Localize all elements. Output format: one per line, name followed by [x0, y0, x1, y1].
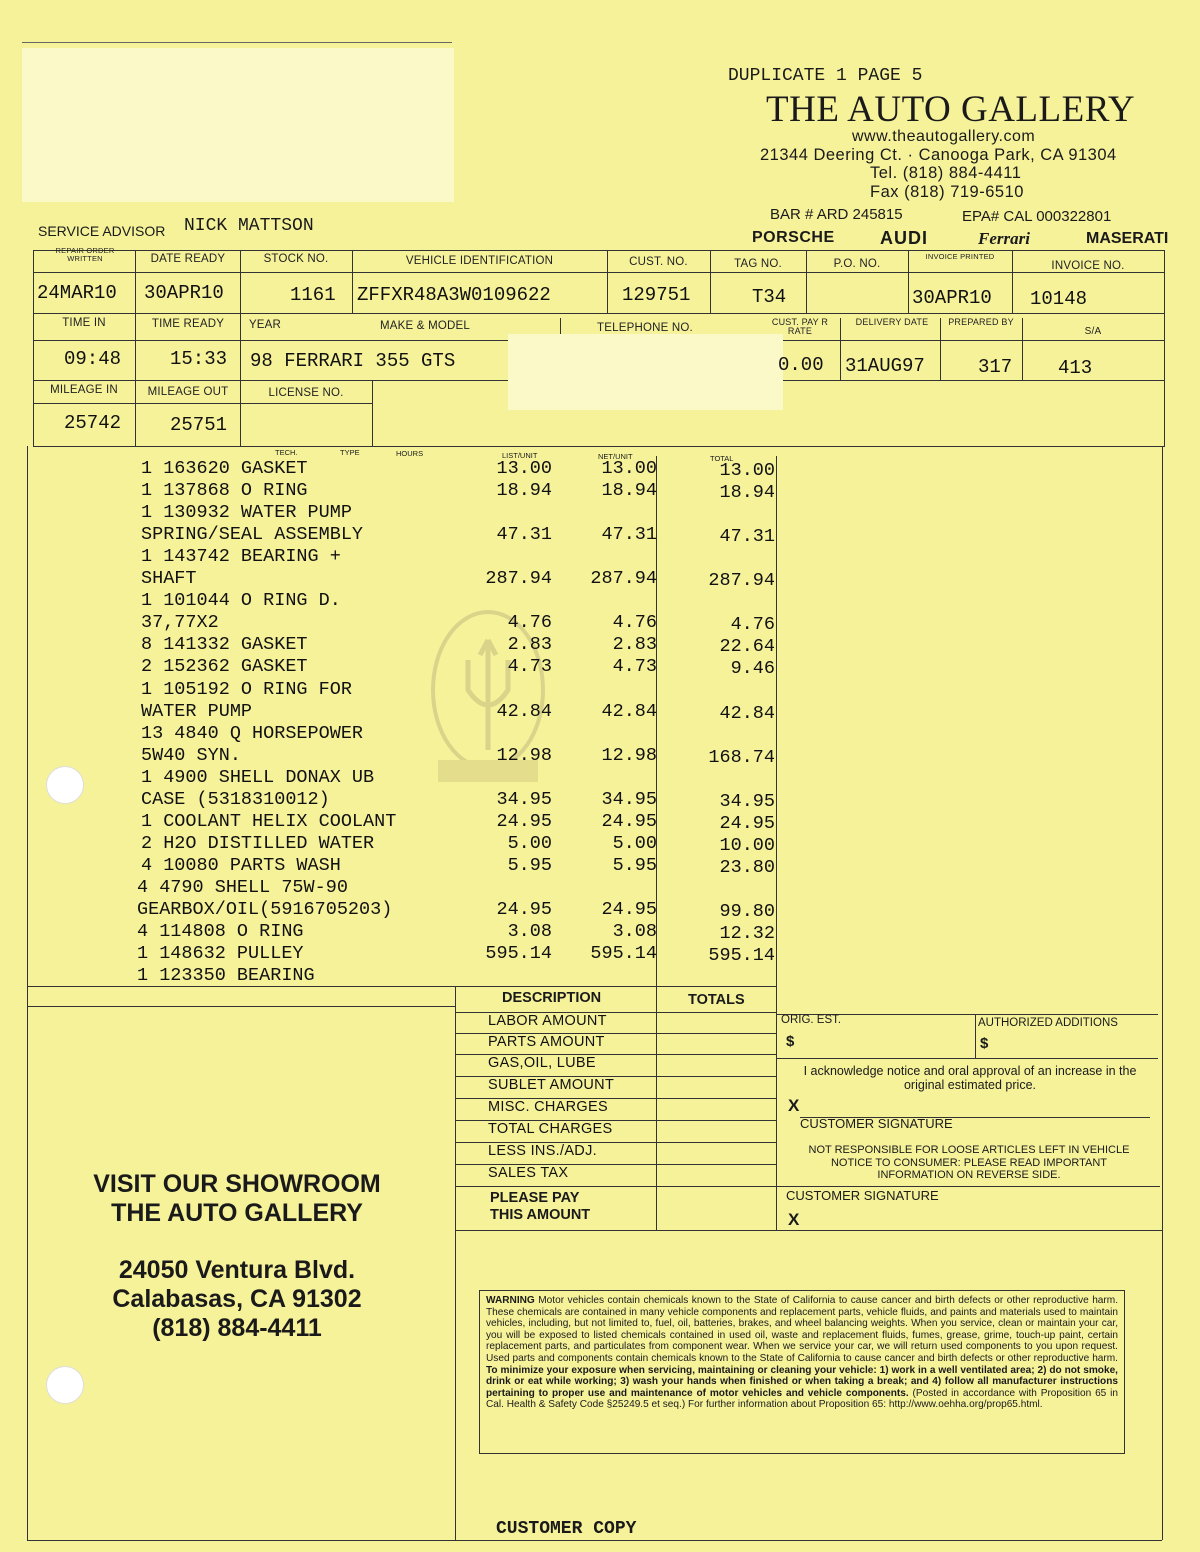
tag-no: T34: [752, 286, 787, 308]
prepared-by: 317: [978, 356, 1013, 378]
line-item-total: 99.80: [719, 901, 775, 922]
service-advisor-name: NICK MATTSON: [184, 216, 314, 236]
showroom-line2: THE AUTO GALLERY: [111, 1199, 363, 1227]
date-ready: 30APR10: [144, 282, 224, 304]
hdr-mileage-out: MILEAGE OUT: [147, 386, 229, 398]
line-item-description: 1 130932 WATER PUMP: [141, 502, 352, 524]
line-item-net: 47.31: [601, 524, 657, 546]
company-name: THE AUTO GALLERY: [766, 89, 1136, 130]
vehicle-identification: ZFFXR48A3W0109622: [357, 284, 551, 306]
line-item-list: 34.95: [496, 788, 552, 810]
showroom-address2: Calabasas, CA 91302: [112, 1285, 362, 1313]
line-item-list: 287.94: [485, 568, 552, 590]
description-header: DESCRIPTION: [502, 990, 602, 1006]
binder-hole-bottom: [46, 1366, 84, 1404]
line-item-net: 34.95: [601, 788, 657, 810]
showroom-phone: (818) 884-4411: [152, 1314, 322, 1342]
line-item-total: 287.94: [708, 570, 775, 592]
line-item-description: 13 4840 Q HORSEPOWER: [141, 722, 364, 744]
fax: Fax (818) 719-6510: [870, 183, 1024, 201]
hdr-delivery-date: DELIVERY DATE: [855, 317, 929, 327]
line-item-net: 595.14: [590, 943, 657, 965]
line-item-total: 24.95: [719, 812, 775, 834]
line-item-list: 4.73: [507, 656, 552, 678]
redacted-telephone: [508, 334, 783, 410]
hdr-invoice-printed: INVOICE PRINTED: [925, 252, 995, 261]
line-item-description: 4 10080 PARTS WASH: [141, 854, 341, 876]
epa-number: EPA# CAL 000322801: [962, 208, 1112, 225]
hdr-sa: S/A: [1084, 326, 1102, 337]
summary-row-label: LABOR AMOUNT: [488, 1013, 607, 1029]
hdr-make-model: MAKE & MODEL: [380, 320, 470, 332]
hdr-net-unit: NET/UNIT: [598, 452, 633, 461]
line-item-total: 168.74: [708, 746, 775, 768]
line-item-net: 5.95: [612, 854, 657, 876]
orig-est-dollar: $: [786, 1033, 795, 1050]
bar-number: BAR # ARD 245815: [770, 206, 903, 223]
hdr-year: YEAR: [248, 319, 282, 331]
line-item-total: 42.84: [719, 702, 775, 724]
hdr-stock-no: STOCK NO.: [263, 253, 329, 265]
authorized-dollar: $: [980, 1035, 989, 1052]
line-item-net: 18.94: [601, 480, 657, 502]
line-item-list: 4.76: [507, 612, 552, 634]
warning-text-2: (Posted in accordance with Proposition 65 in Cal. Health & Safety Code §25249.5 et seq.) For further information about Proposition 65: http://www.oehha.org/prop65.html.: [486, 1387, 1119, 1411]
line-item-total: 4.76: [730, 614, 775, 636]
hdr-invoice-no: INVOICE NO.: [1051, 260, 1125, 272]
hdr-tech: TECH.: [275, 448, 298, 457]
line-item-net: 2.83: [612, 634, 657, 656]
acknowledge-text: I acknowledge notice and oral approval of an increase in the original estimated price.: [803, 1064, 1137, 1092]
line-item-net: 4.76: [612, 612, 657, 634]
line-item-description: 1 4900 SHELL DONAX UB: [141, 766, 375, 788]
time-in: 09:48: [64, 348, 122, 370]
hdr-po-no: P.O. NO.: [833, 258, 881, 270]
line-item-total: 47.31: [719, 526, 775, 548]
invoice-no: 10148: [1030, 288, 1088, 310]
hdr-date-ready: DATE READY: [150, 253, 226, 265]
line-item-net: 24.95: [601, 899, 657, 920]
line-item-total: 22.64: [719, 636, 775, 658]
line-item-net: 3.08: [612, 921, 657, 943]
please-pay-label: PLEASE PAY: [490, 1190, 580, 1206]
authorized-additions-label: AUTHORIZED ADDITIONS: [978, 1017, 1118, 1029]
line-item-description: 5W40 SYN.: [141, 744, 241, 766]
line-item-list: 42.84: [496, 700, 552, 722]
line-item-description: 1 105192 O RING FOR: [141, 678, 352, 700]
hdr-list-unit: LIST/UNIT: [502, 451, 538, 460]
hdr-hours: HOURS: [396, 449, 424, 458]
line-item-description: 1 101044 O RING D.: [141, 590, 341, 612]
line-item-total: 9.46: [730, 658, 775, 680]
service-advisor-label: SERVICE ADVISOR: [38, 223, 166, 239]
orig-est-label: ORIG. EST.: [781, 1014, 842, 1026]
stock-no: 1161: [290, 284, 336, 306]
line-item-description: 1 148632 PULLEY: [137, 943, 304, 965]
brand-audi: AUDI: [880, 228, 928, 248]
line-item-list: 18.94: [496, 480, 552, 502]
line-item-net: 5.00: [612, 832, 657, 854]
line-item-list: 2.83: [507, 634, 552, 656]
hdr-license-no: LICENSE NO.: [268, 387, 344, 399]
line-item-list: 24.95: [496, 810, 552, 832]
delivery-date: 31AUG97: [845, 355, 925, 377]
line-item-description: 4 114808 O RING: [137, 921, 304, 943]
line-item-net: 42.84: [601, 700, 657, 722]
line-item-description: 2 H2O DISTILLED WATER: [141, 832, 375, 854]
line-item-description: 1 163620 GASKET: [141, 458, 308, 479]
line-item-description: CASE (5318310012): [141, 788, 330, 810]
cust-pay-rate: 0.00: [778, 354, 824, 376]
mileage-out: 25751: [170, 414, 228, 436]
warning-text-1: Motor vehicles contain chemicals known to the State of California to cause cancer and birth defects or other reproductive harm. These chemicals are contained in many vehicle components and replacement parts, vehicle fluids, and paints and materials used to maintain vehicles, including, but not limited to, fuel, oil, batteries, brakes, and wheel balancing weights. When you service, clean or maintain your car, you will be exposed to listed chemicals contained in used oil, waste and replacement fluids, fumes, grease, grime, touch-up paint, certain replacement parts, and particulates from component wear. When we service your car, we will return used components to you upon request. Used parts and components contain chemicals known to the State of California to cause cancer and birth defects or other reproductive harm.: [486, 1295, 1118, 1364]
brand-porsche: PORSCHE: [752, 229, 835, 246]
line-item-net: 24.95: [601, 810, 657, 832]
customer-copy-footer: CUSTOMER COPY: [496, 1519, 637, 1539]
line-item-list: 5.00: [507, 832, 552, 854]
summary-row-label: SALES TAX: [488, 1165, 569, 1181]
time-ready: 15:33: [170, 348, 228, 370]
line-item-list: 595.14: [485, 943, 552, 965]
mileage-in: 25742: [64, 412, 122, 434]
line-item-net: 4.73: [612, 656, 657, 678]
line-item-total: 23.80: [719, 856, 775, 878]
binder-hole-top: [46, 766, 84, 804]
summary-row-label: PARTS AMOUNT: [488, 1034, 605, 1050]
line-item-description: GEARBOX/OIL(5916705203): [137, 899, 393, 920]
hdr-time-ready: TIME READY: [151, 318, 225, 330]
customer-signature-label-2[interactable]: CUSTOMER SIGNATURE: [786, 1188, 939, 1203]
warning-box: [479, 1290, 1125, 1454]
hdr-cust-no: CUST. NO.: [629, 256, 688, 268]
line-item-description: 1 COOLANT HELIX COOLANT: [141, 810, 397, 832]
hdr-mileage-in: MILEAGE IN: [50, 384, 118, 396]
line-item-description: SPRING/SEAL ASSEMBLY: [141, 524, 364, 546]
summary-row-label: SUBLET AMOUNT: [488, 1077, 615, 1093]
hdr-vehicle-identification: VEHICLE IDENTIFICATION: [405, 255, 554, 267]
line-item-net: 13.00: [601, 458, 657, 479]
brand-ferrari: Ferrari: [978, 229, 1030, 248]
hdr-repair-order-written: REPAIR ORDER WRITTEN: [55, 246, 115, 263]
hdr-prepared-by: PREPARED BY: [948, 317, 1014, 327]
sa-number: 413: [1058, 357, 1093, 379]
website: www.theautogallery.com: [852, 128, 1036, 145]
line-item-total: 18.94: [719, 482, 775, 504]
line-item-list: 13.00: [496, 458, 552, 479]
line-item-description: 1 137868 O RING: [141, 480, 308, 502]
line-item-description: SHAFT: [141, 568, 197, 590]
this-amount-label: THIS AMOUNT: [490, 1207, 591, 1223]
hdr-time-in: TIME IN: [62, 317, 106, 329]
line-item-total: 595.14: [708, 945, 775, 967]
line-item-list: 47.31: [496, 524, 552, 546]
showroom-line1: VISIT OUR SHOWROOM: [93, 1170, 381, 1198]
hdr-type: TYPE: [340, 448, 360, 457]
signature-x-2: X: [788, 1210, 800, 1229]
line-item-description: 4 4790 SHELL 75W-90: [137, 876, 348, 898]
repair-order-written: 24MAR10: [37, 282, 117, 304]
duplicate-line: DUPLICATE 1 PAGE 5: [728, 66, 923, 86]
line-item-description: 2 152362 GASKET: [141, 656, 308, 678]
invoice-printed: 30APR10: [912, 287, 992, 309]
summary-row-label: MISC. CHARGES: [488, 1099, 608, 1115]
hdr-total: TOTAL: [710, 454, 734, 463]
showroom-address1: 24050 Ventura Blvd.: [118, 1256, 356, 1284]
signature-x-1: X: [788, 1096, 800, 1115]
hdr-tag-no: TAG NO.: [734, 258, 782, 270]
line-item-description: 1 143742 BEARING +: [141, 546, 341, 568]
line-item-total: 10.00: [719, 834, 775, 856]
totals-header: TOTALS: [688, 992, 745, 1008]
not-responsible-text: NOT RESPONSIBLE FOR LOOSE ARTICLES LEFT IN VEHICLE: [808, 1144, 1130, 1156]
summary-row-label: TOTAL CHARGES: [488, 1121, 613, 1137]
line-item-net: 12.98: [601, 744, 657, 766]
line-item-list: 12.98: [496, 744, 552, 766]
line-item-list: 3.08: [507, 921, 552, 943]
warning-label: WARNING: [486, 1295, 535, 1306]
line-item-description: WATER PUMP: [141, 700, 253, 722]
line-item-net: 287.94: [590, 568, 657, 590]
line-item-total: 13.00: [719, 460, 775, 481]
telephone: Tel. (818) 884-4411: [870, 164, 1022, 182]
customer-signature-label-1[interactable]: CUSTOMER SIGNATURE: [800, 1116, 953, 1131]
address: 21344 Deering Ct. · Canooga Park, CA 91304: [760, 146, 1117, 164]
line-item-total: 34.95: [719, 790, 775, 812]
hdr-cust-pay-rate: CUST. PAY R RATE: [771, 317, 829, 336]
line-item-description: 8 141332 GASKET: [141, 634, 308, 656]
year-make-model: 98 FERRARI 355 GTS: [250, 350, 456, 372]
line-item-description: 37,77X2: [141, 612, 219, 634]
cust-no: 129751: [622, 284, 691, 306]
line-item-list: 5.95: [507, 854, 552, 876]
line-item-description: 1 123350 BEARING: [137, 965, 315, 987]
summary-row-label: GAS,OIL, LUBE: [488, 1055, 596, 1071]
redacted-logo-area: [22, 48, 454, 202]
hdr-telephone-no: TELEPHONE NO.: [597, 322, 693, 334]
warning-bold-text: To minimize your exposure when servicing, maintaining or cleaning your vehicle: 1) work in a well ventilated area; 2) do not smoke, drink or eat while working; 3) wash your hands when finished or when taking a break; and 4) follow all manufacturer instructions pertaining to proper use and maintenance of motor vehicles and vehicle components.: [486, 1364, 1118, 1399]
brand-maserati: MASERATI: [1086, 230, 1169, 247]
line-item-list: 24.95: [496, 899, 552, 920]
summary-row-label: LESS INS./ADJ.: [488, 1143, 597, 1159]
notice-to-consumer-text: NOTICE TO CONSUMER: PLEASE READ IMPORTANT INFORMATION ON REVERSE SIDE.: [830, 1157, 1108, 1181]
line-item-total: 12.32: [719, 923, 775, 945]
